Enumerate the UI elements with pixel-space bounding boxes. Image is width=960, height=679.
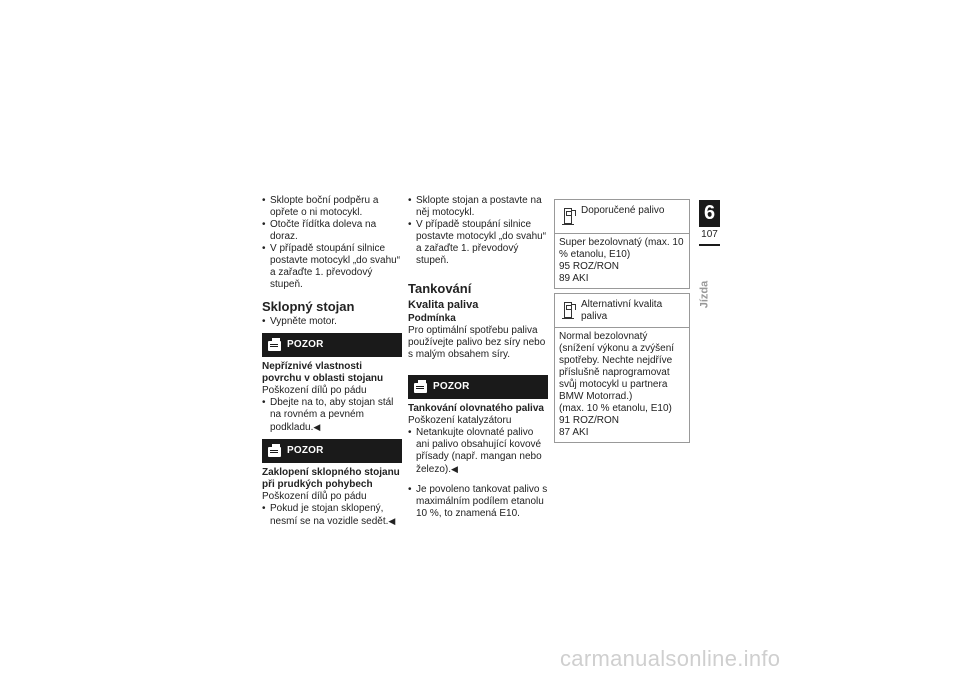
bullet-list [408,195,548,267]
list-item [408,427,548,476]
warning-title: Zaklopení sklopného stojanu při prudkých pohybech [262,467,400,490]
pointing-hand-icon [268,447,281,457]
list-item: • V případě stoupání silnice postavte motocykl „do svahu“ a zařaďte 1. převodový stupeň. [262,243,402,291]
warning-consequence: Poškození dílů po pádu [262,385,367,396]
end-mark-icon: ◀ [451,464,458,474]
subsection-heading: Kvalita paliva [408,299,479,311]
fuel-spec-line: Super bezolovnatý (max. 10 % etanolu, E10) [559,237,684,260]
warning-label: POZOR [433,381,470,392]
list-item-text: Pokud je stojan sklopený, nesmí se na vozidle sedět. [270,503,389,527]
fuel-nozzle-icon [572,304,576,310]
section-heading: Tankování [408,281,472,296]
condition-heading: Podmínka [408,313,456,324]
column-2 [408,195,548,520]
fuel-spec-body [555,234,689,288]
warning-banner [262,439,402,463]
warning-consequence: Poškození katalyzátoru [408,415,512,426]
pointing-hand-icon [268,341,281,351]
paragraph: Pro optimální spotřebu paliva používejte palivo bez síry nebo s malým obsahem síry. [408,325,546,360]
fuel-spec-body [555,328,689,442]
fuel-spec-title: Alternativní kvalita paliva [581,299,663,322]
bullet-list [262,316,402,328]
list-item-text: Dbejte na to, aby stojan stál na rovném a pevném podkladu. [270,397,394,433]
list-item [262,397,402,434]
warning-title: Nepříznivé vlastnosti povrchu v oblasti stojanu [262,361,384,384]
end-mark-icon: ◀ [388,516,396,526]
list-item [262,503,402,528]
chapter-number: 6 [703,202,716,224]
fuel-nozzle-icon [572,210,576,216]
fuel-spec-line: 91 ROZ/RON [559,415,620,426]
warning-label: POZOR [287,339,324,350]
bullet-list [408,427,548,476]
warning-banner [408,375,548,399]
fuel-spec-box [554,293,690,443]
section-heading: Sklopný stojan [262,299,355,314]
list-item: • V případě stoupání silnice postavte motocykl „do svahu“ a zařaďte 1. převodový stupeň. [408,219,548,267]
section-name: Jízda [698,280,711,309]
fuel-spec-header [555,200,689,234]
section-side-label [700,278,716,312]
fuel-spec-title: Doporučené palivo [581,205,665,216]
fuel-spec-header [555,294,689,328]
end-mark-icon: ◀ [313,422,321,432]
list-item: • Sklopte stojan a postavte na něj motocykl. [408,195,548,219]
warning-consequence: Poškození dílů po pádu [262,491,367,502]
watermark: carmanualsonline.info [560,646,781,671]
list-item: • Je povoleno tankovat palivo s maximálním podílem etanolu 10 %, to znamená E10. [408,484,548,520]
list-item: • Otočte řídítka doleva na doraz. [262,219,402,243]
fuel-spec-line: 89 AKI [559,273,589,284]
list-item-text: Netankujte olovnaté palivo ani palivo obsahující kovové přísady (např. mangan nebo železo). [416,427,542,475]
fuel-spec-line: (max. 10 % etanolu, E10) [559,403,672,414]
fuel-spec-line: Normal bezolovnatý (snížení výkonu a zvýšení spotřeby. Nechte nejdříve příslušně naprogramovat svůj motocykl u partnera BMW Motorrad.) [559,331,675,402]
column-1 [262,195,402,528]
fuel-spec-line: 95 ROZ/RON [559,261,620,272]
list-item: • Vypněte motor. [262,316,402,328]
bullet-list [262,397,402,434]
warning-label: POZOR [287,445,324,456]
column-3 [554,199,690,443]
bullet-list [262,195,402,291]
fuel-spec-line: 87 AKI [559,427,589,438]
fuel-pump-icon [564,208,572,224]
page-number: 107 [698,227,721,244]
warning-title: Tankování olovnatého paliva [408,403,544,414]
chapter-tab [699,200,720,246]
pointing-hand-icon [414,383,427,393]
fuel-pump-icon [564,302,572,318]
warning-banner [262,333,402,357]
list-item: • Sklopte boční podpěru a opřete o ni motocykl. [262,195,402,219]
bullet-list [408,484,548,520]
bullet-list [262,503,402,528]
fuel-spec-box [554,199,690,289]
